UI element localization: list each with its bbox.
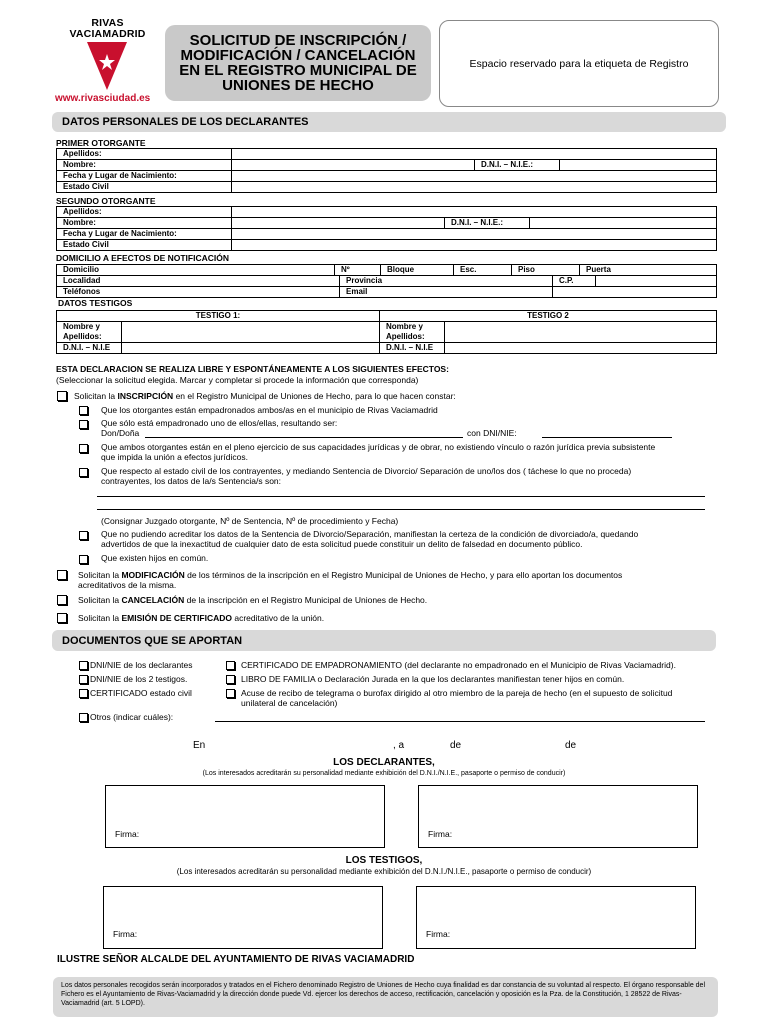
numero-label: Nº <box>335 265 381 276</box>
doc-libro-familia-text: LIBRO DE FAMILIA o Declaración Jurada en la que los declarantes manifiestan tener hijos en común. <box>241 674 625 684</box>
sentencia-field-1[interactable] <box>97 496 705 497</box>
opt5-text: Que no pudiendo acreditar los datos de la Sentencia de Divorcio/Separación, manifiestan la certeza de la condición de divorciado/a, quedando advertidos de que la inexactitud de cualquier dato de esta solicitud puede constituir un delito de falsedad en documento público. <box>101 529 639 549</box>
year-label: de <box>565 740 577 751</box>
opt2-text: Que sólo está empadronado uno de ellos/ellas, resultando ser: <box>101 418 338 428</box>
doc-libro-familia-checkbox[interactable] <box>226 675 235 684</box>
alcalde-heading: ILUSTRE SEÑOR ALCALDE DEL AYUNTAMIENTO DE RIVAS VACIAMADRID <box>57 954 415 965</box>
domicilio-label: Domicilio <box>57 265 335 276</box>
piso-label: Piso <box>512 265 580 276</box>
certificado-text: Solicitan la EMISIÓN DE CERTIFICADO acreditativo de la unión. <box>78 613 325 623</box>
opt1-text: Que los otorgantes están empadronados ambos/as en el municipio de Rivas Vaciamadrid <box>101 405 438 415</box>
day-label: , a <box>393 740 405 751</box>
doc-otros-field[interactable] <box>215 721 705 722</box>
testigo1-dni-label: D.N.I. – N.I.E <box>57 343 122 354</box>
primer-otorgante-label: PRIMER OTORGANTE <box>56 138 146 148</box>
opt6-checkbox[interactable] <box>79 555 88 564</box>
apellidos-field-1[interactable] <box>232 149 717 160</box>
opt2-checkbox[interactable] <box>79 420 88 429</box>
segundo-otorgante-table <box>56 206 717 251</box>
declarantes-note: (Los interesados acreditarán su personalidad mediante exhibición del D.N.I./N.I.E., pasaporte o permiso de conducir) <box>202 770 566 777</box>
doc-certificado-civil-checkbox[interactable] <box>79 689 88 698</box>
estado-field-2[interactable] <box>232 240 717 251</box>
con-dni-field[interactable] <box>542 437 672 438</box>
dni-field-1[interactable] <box>560 160 717 171</box>
declarante1-signature-box[interactable] <box>105 785 385 848</box>
cancelacion-text: Solicitan la CANCELACIÓN de la inscripción en el Registro Municipal de Uniones de Hecho. <box>78 595 428 605</box>
don-dona-field[interactable] <box>145 437 463 438</box>
con-dni-label: con DNI/NIE: <box>467 428 517 438</box>
dni-label: D.N.I. – N.I.E.: <box>445 218 530 229</box>
opt4-checkbox[interactable] <box>79 468 88 477</box>
localidad-table <box>56 275 717 298</box>
declarante2-firma-label: Firma: <box>428 829 453 839</box>
testigo2-signature-box[interactable] <box>416 886 696 949</box>
testigo2-name-field[interactable] <box>445 322 717 343</box>
apellidos-label: Apellidos: <box>57 149 232 160</box>
declarante1-firma-label: Firma: <box>115 829 140 839</box>
cp-field[interactable] <box>596 276 717 287</box>
email-field[interactable] <box>553 287 717 298</box>
testigos-table <box>56 310 717 354</box>
testigo2-dni-field[interactable] <box>445 343 717 354</box>
testigo2-dni-label: D.N.I. – N.I.E <box>380 343 445 354</box>
opt5-checkbox[interactable] <box>79 531 88 540</box>
website-link[interactable]: www.rivasciudad.es <box>55 93 151 104</box>
doc-empadronamiento-checkbox[interactable] <box>226 661 235 670</box>
section-personal-data: DATOS PERSONALES DE LOS DECLARANTES <box>52 112 726 132</box>
doc-acuse-checkbox[interactable] <box>226 689 235 698</box>
doc-otros-checkbox[interactable] <box>79 713 88 722</box>
doc-dni-declarantes-checkbox[interactable] <box>79 661 88 670</box>
cancelacion-checkbox[interactable] <box>57 595 67 605</box>
esc-label: Esc. <box>454 265 512 276</box>
cp-label: C.P. <box>553 276 596 287</box>
registry-label-space: Espacio reservado para la etiqueta de Registro <box>439 20 719 107</box>
testigo1-dni-field[interactable] <box>122 343 380 354</box>
provincia-label: Provincia <box>340 276 553 287</box>
fecha-label: Fecha y Lugar de Nacimiento: <box>57 171 232 182</box>
fecha-field-1[interactable] <box>232 171 717 182</box>
rivas-logo-icon <box>87 42 127 90</box>
form-title: SOLICITUD DE INSCRIPCIÓN / MODIFICACIÓN / CANCELACIÓN EN EL REGISTRO MUNICIPAL DE UNIONES DE HECHO <box>165 25 431 101</box>
fecha-label: Fecha y Lugar de Nacimiento: <box>57 229 232 240</box>
estado-label: Estado Civil <box>57 182 232 193</box>
apellidos-field-2[interactable] <box>232 207 717 218</box>
doc-otros-text: Otros (indicar cuáles): <box>90 712 174 722</box>
testigos-heading: LOS TESTIGOS, <box>345 855 423 866</box>
org-name: RIVAS VACIAMADRID <box>69 17 146 40</box>
doc-empadronamiento-text: CERTIFICADO DE EMPADRONAMIENTO (del declarante no empadronado en el Municipio de Rivas Vaciamadrid). <box>241 660 676 670</box>
place-label: En <box>193 740 206 751</box>
opt3-text: Que ambos otorgantes están en el pleno ejercicio de sus capacidades jurídicas y de obrar, no existiendo vínculo o razón jurídica previa subsistente que impida la unión a efectos jurídicos. <box>101 442 656 462</box>
testigo1-firma-label: Firma: <box>113 929 138 939</box>
doc-dni-testigos-text: DNI/NIE de los 2 testigos. <box>90 674 188 684</box>
telefonos-label: Teléfonos <box>57 287 340 298</box>
modificacion-checkbox[interactable] <box>57 570 67 580</box>
nombre-label: Nombre: <box>57 160 232 171</box>
declarantes-heading: LOS DECLARANTES, <box>333 757 435 768</box>
opt3-checkbox[interactable] <box>79 444 88 453</box>
nombre-field-2[interactable] <box>232 218 445 229</box>
doc-dni-testigos-checkbox[interactable] <box>79 675 88 684</box>
fecha-field-2[interactable] <box>232 229 717 240</box>
estado-label: Estado Civil <box>57 240 232 251</box>
nombre-label: Nombre: <box>57 218 232 229</box>
dni-label: D.N.I. – N.I.E.: <box>475 160 560 171</box>
opt4-text: Que respecto al estado civil de los contrayentes, y mediando Sentencia de Divorcio/ Separación de uno/los dos ( táchese lo que no proceda) contrayentes, los datos de la/s Sentencia/s son: <box>101 466 632 486</box>
domicilio-title: DOMICILIO A EFECTOS DE NOTIFICACIÓN <box>56 253 229 263</box>
dni-field-2[interactable] <box>530 218 717 229</box>
testigos-note: (Los interesados acreditarán su personalidad mediante exhibición del D.N.I./N.I.E., pasaporte o permiso de conducir) <box>176 867 592 876</box>
estado-field-1[interactable] <box>232 182 717 193</box>
inscripcion-checkbox[interactable] <box>57 391 67 401</box>
segundo-otorgante-label: SEGUNDO OTORGANTE <box>56 196 156 206</box>
localidad-label: Localidad <box>57 276 340 287</box>
opt1-checkbox[interactable] <box>79 406 88 415</box>
testigo2-firma-label: Firma: <box>426 929 451 939</box>
email-label: Email <box>340 287 553 298</box>
declaration-subheading: (Seleccionar la solicitud elegida. Marcar y completar si procede la información que corresponda) <box>56 375 419 385</box>
doc-acuse-text: Acuse de recibo de telegrama o burofax dirigido al otro miembro de la pareja de hecho (en el supuesto de solicitud unilateral de cancelación) <box>241 688 673 708</box>
testigos-title: DATOS TESTIGOS <box>58 298 133 308</box>
consignar-note: (Consignar Juzgado otorgante, Nº de Sentencia, Nº de procedimiento y Fecha) <box>101 516 399 526</box>
testigo1-name-label: Nombre y Apellidos: <box>57 322 122 343</box>
declaration-heading: ESTA DECLARACION SE REALIZA LIBRE Y ESPONTÁNEAMENTE A LOS SIGUIENTES EFECTOS: <box>56 364 449 374</box>
don-dona-label: Don/Doña <box>101 428 140 438</box>
apellidos-label: Apellidos: <box>57 207 232 218</box>
nombre-field-1[interactable] <box>232 160 475 171</box>
modificacion-text: Solicitan la MODIFICACIÓN de los términos de la inscripción en el Registro Municipal de Uniones de Hecho, y para ello aportan los documentos acreditativos de la misma. <box>78 570 623 590</box>
testigo2-header: TESTIGO 2 <box>380 311 717 322</box>
month-label: de <box>450 740 462 751</box>
puerta-label: Puerta <box>580 265 717 276</box>
inscripcion-text: Solicitan la INSCRIPCIÓN en el Registro Municipal de Uniones de Hecho, para lo que hacen constar: <box>74 391 456 401</box>
testigo1-header: TESTIGO 1: <box>57 311 380 322</box>
certificado-checkbox[interactable] <box>57 613 67 623</box>
doc-dni-declarantes-text: DNI/NIE de los declarantes <box>90 660 193 670</box>
doc-certificado-civil-text: CERTIFICADO estado civil <box>90 688 192 698</box>
opt6-text: Que existen hijos en común. <box>101 553 209 563</box>
testigo1-signature-box[interactable] <box>103 886 383 949</box>
primer-otorgante-table <box>56 148 717 193</box>
privacy-footer: Los datos personales recogidos serán incorporados y tratados en el Fichero denominado Registro de Uniones de Hecho cuya finalidad es dar constancia de su voluntad al respecto. El órgano responsable del Fichero es el Ayuntamiento de Rivas-Vaciamadrid y la dirección donde puede Vd. ejercer los derechos de acceso, rectificación, cancelación y oposición es la Pza. de la Constitución, 1 28522 de Rivas-Vaciamadrid (art. 5 LOPD). <box>53 977 718 1017</box>
declarante2-signature-box[interactable] <box>418 785 698 848</box>
section-documents: DOCUMENTOS QUE SE APORTAN <box>52 630 716 651</box>
sentencia-field-2[interactable] <box>97 509 705 510</box>
testigo1-name-field[interactable] <box>122 322 380 343</box>
testigo2-name-label: Nombre y Apellidos: <box>380 322 445 343</box>
bloque-label: Bloque <box>381 265 454 276</box>
